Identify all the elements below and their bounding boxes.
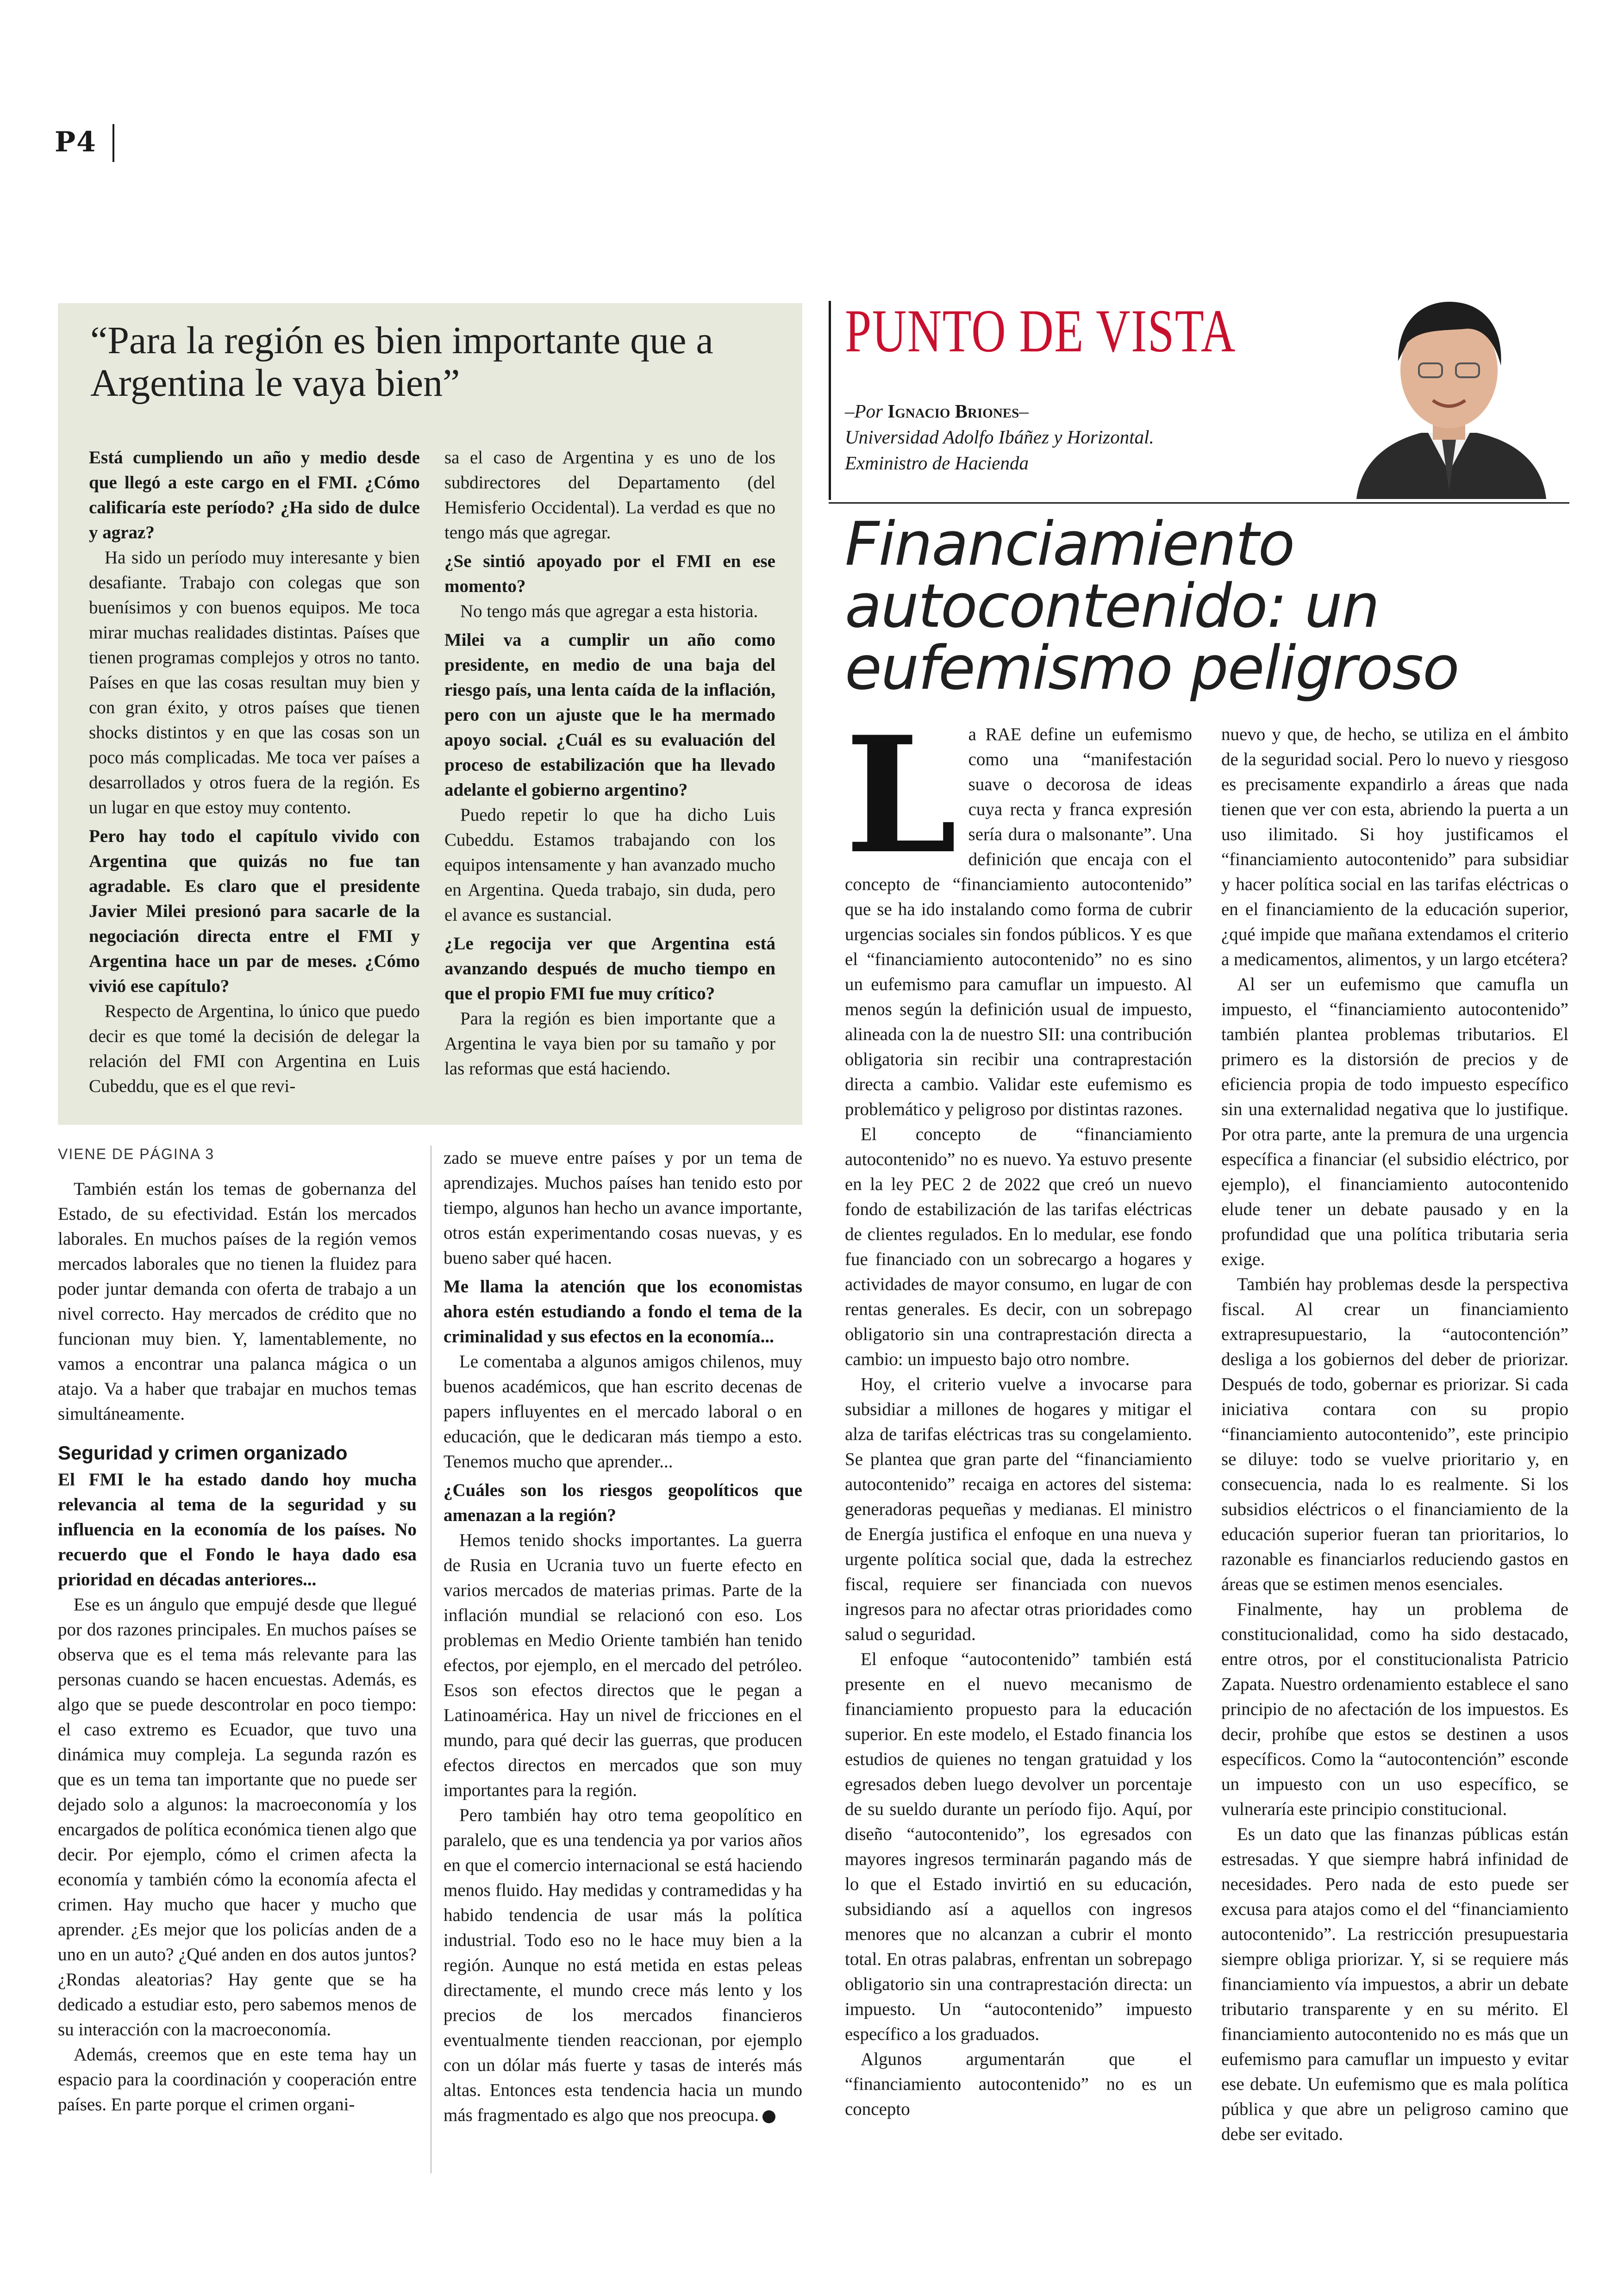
page-number: P4 — [55, 126, 97, 158]
opinion-column-1-body — [845, 702, 1192, 2122]
byline-prefix: –Por — [845, 400, 883, 422]
author-affiliation: Universidad Adolfo Ibáñez y Horizontal. — [845, 426, 1154, 448]
opinion-headline: Financiamiento autocontenido: un eufemismo peligroso — [845, 509, 1459, 703]
paragraph: sa el caso de Argentina y es uno de los subdirectores del Departamento (del Hemisferio Occidental). La verdad es que no tengo más que agregar. — [444, 448, 775, 543]
interview-question: Milei va a cumplir un año como presidente, en medio de una baja del riesgo país, una lenta caída de la inflación, pero con un ajuste que le ha mermado apoyo social. ¿Cuál es su evaluación del proceso de estabilización que ha llevado adelante el gobierno argentino? — [444, 630, 775, 800]
interview-pull-quote: “Para la región es bien importante que a Argentina le vaya bien” — [90, 319, 713, 405]
interview-question: Me llama la atención que los economistas ahora estén estudiando a fondo el tema de la criminalidad y sus efectos en la economía... — [443, 1277, 802, 1347]
paragraph: No tengo más que agregar a esta historia. — [460, 601, 758, 621]
byline — [845, 398, 1308, 476]
interview-question: Pero hay todo el capítulo vivido con Argentina que quizás no fue tan agradable. Es claro que el presidente Javier Milei presionó para sacarle de la negociación directa entre el FMI y Argentina hace un par de meses. ¿Cómo vivió ese capítulo? — [89, 826, 420, 996]
paragraph: También hay problemas desde la perspectiva fiscal. Al crear un financiamiento extrapresupuestario, la “autocontención” desliga a los gobiernos del deber de priorizar. Después de todo, gobernar es priorizar. Si cada iniciativa contara con su propio “financiamiento autocontenido”, este principio se diluye: todo se vuelve prioritario y, en consecuencia, nada lo es realmente. Si los subsidios eléctricos o el financiamiento de la educación superior fueran tan prioritarios, lo razonable es financiarlos reduciendo gastos en áreas que se estimen menos esenciales. — [1221, 1274, 1568, 1594]
paragraph: También están los temas de gobernanza del Estado, de su efectividad. Están los mercados laborales. En muchos países de la región vemos mercados laborales que no tienen la fluidez para poder juntar demanda con oferta de trabajo a un nivel correcto. Hay mercados de crédito que no funcionan muy bien. Y, lamentablemente, no vamos a encontrar una palanca mágica o un atajo. Va a haber que trabajar en muchos temas simultáneamente. — [58, 1179, 417, 1424]
headline-rule — [829, 502, 1569, 504]
interview-question: ¿Le regocija ver que Argentina está avanzando después de mucho tiempo en que el propio FMI fue muy crítico? — [444, 934, 775, 1004]
drop-cap: L — [845, 702, 957, 889]
interview-question: Está cumpliendo un año y medio desde que llegó a este cargo en el FMI. ¿Cómo calificaría este período? ¿Ha sido de dulce y agraz? — [89, 448, 420, 543]
interview-question: El FMI le ha estado dando hoy mucha relevancia al tema de la seguridad y su influencia en la economía de los países. No recuerdo que el Fondo le haya dado esa prioridad en décadas anteriores... — [58, 1470, 417, 1590]
end-of-article-icon — [762, 2110, 775, 2123]
paragraph: zado se mueve entre países y por un tema de aprendizajes. Muchos países han tenido esto por tiempo, algunos han hecho un avance importante, otros están experimentando cosas nuevas, y es bueno saber qué hacen. — [443, 1148, 802, 1268]
author-photo — [1329, 273, 1569, 499]
subheading: Seguridad y crimen organizado — [58, 1442, 348, 1464]
paragraph: Ha sido un período muy interesante y bien desafiante. Trabajo con colegas que son buenísimos y con buenos equipos. Me toca mirar muchas realidades distintas. Países que tienen programas complejos y otros no tanto. Países en que las cosas resultan muy bien y con gran éxito, y otros países que tienen shocks distintos y en que las cosas son un poco más complicadas. Me toca ver países a desarrollados y otros fuera de la región. Es un lugar en que estoy muy contento. — [89, 548, 420, 817]
paragraph: Hoy, el criterio vuelve a invocarse para subsidiar a millones de hogares y mitigar el alza de tarifas eléctricas tras su congelamiento. Se plantea que gran parte del “financiamiento autocontenido” recaiga en actores del sistema: generadoras pequeñas y medianas. El ministro de Energía justifica el enfoque en una nueva y urgente política social que, dada la estrechez fiscal, requiere ser financiada con nuevos ingresos para no afectar otras prioridades como salud o seguridad. — [845, 1374, 1192, 1644]
paragraph: Hemos tenido shocks importantes. La guerra de Rusia en Ucrania tuvo un fuerte efecto en varios mercados de materias primas. Parte de la inflación mundial se relacionó con eso. Los problemas en Medio Oriente también han tenido efectos, por ejemplo, en el mercado del petróleo. Esos son efectos directos que le pegan a Latinoamérica. Hay un nivel de fricciones en el mundo, para qué decir las guerras, que producen efectos directos en mercados que son muy importantes para la región. — [443, 1530, 802, 1800]
section-title: PUNTO DE VISTA — [845, 297, 1236, 365]
author-role: Exministro de Hacienda — [845, 452, 1029, 474]
author-portrait-image — [1329, 273, 1569, 499]
interview-question: ¿Se sintió apoyado por el FMI en ese momento? — [444, 551, 775, 596]
paragraph: El enfoque “autocontenido” también está presente en el nuevo mecanismo de financiamiento propuesto para la educación superior. En este modelo, el Estado financia los estudios de quienes no tengan gratuidad y los egresados deben luego devolver un porcentaje de su sueldo durante un período fijo. Aquí, por diseño “autocontenido”, los egresados con mayores ingresos terminarán pagando más de lo que el Estado invirtió en su educación, subsidiando así a aquellos con ingresos menores que no alcanzan a cubrir el monto total. En otras palabras, enfrentan un sobrepago obligatorio sin una contraprestación directa: un impuesto. Un “autocontenido” impuesto específico a los graduados. — [845, 1649, 1192, 2044]
paragraph: Algunos argumentarán que el “financiamiento autocontenido” no es un concepto — [845, 2049, 1192, 2119]
author-name: Ignacio Briones — [887, 400, 1019, 422]
byline-suffix: – — [1019, 400, 1029, 422]
paragraph: Es un dato que las finanzas públicas están estresadas. Y que siempre habrá infinidad de necesidades. Pero nada de esto puede ser excusa para atajos como el del “financiamiento autocontenido”. La restricción presupuestaria siempre obliga priorizar. Y, si se requiere más financiamiento vía impuestos, a abrir un debate tributario transparente y en su mérito. El financiamiento autocontenido no es más que un eufemismo para camuflar un impuesto y evitar ese debate. Un eufemismo que es mala política pública y que abre un peligroso camino que debe ser evitado. — [1221, 1824, 1568, 2144]
paragraph: nuevo y que, de hecho, se utiliza en el ámbito de la seguridad social. Pero lo nuevo y riesgoso es precisamente expandirlo a áreas que nada tienen que ver con esta, abriendo la puerta a un uso ilimitado. Si hoy justificamos el “financiamiento autocontenido” para subsidiar y hacer política social en las tarifas eléctricas o en el financiamiento de la educación superior, ¿qué impide que mañana extendamos el criterio a medicamentos, alimentos, y un largo etcétera? — [1221, 724, 1568, 969]
page-number-divider — [112, 124, 114, 162]
paragraph: Le comentaba a algunos amigos chilenos, muy buenos académicos, que han escrito decenas de papers influyentes en el mercado laboral o en educación, que le dedicaran más tiempo a esto. Tenemos mucho que aprender... — [443, 1352, 802, 1472]
continuation-column-2 — [443, 1146, 802, 2128]
continued-from-label: VIENE DE PÁGINA 3 — [58, 1146, 215, 1162]
paragraph: Pero también hay otro tema geopolítico en paralelo, que es una tendencia ya por varios años en que el comercio internacional se está haciendo menos fluido. Hay medidas y contramedidas y ha habido tendencia de usar más la política industrial. Todo eso no le hace muy bien a la región. Aunque no está metida en estas peleas directamente, el mundo crece más lento y los precios de los mercados financieros eventualmente tienden reaccionan, por ejemplo con un dólar más fuerte y tasas de interés más altas. Entonces esta tendencia hacia un mundo más fragmentado es algo que nos preocupa. — [443, 1805, 802, 2125]
interview-column-1 — [89, 445, 420, 1099]
paragraph: Respecto de Argentina, lo único que puedo decir es que tomé la decisión de delegar la relación del FMI con Argentina en Luis Cubeddu, que es el que revi- — [89, 1001, 420, 1096]
opinion-column-2 — [1221, 722, 1568, 2147]
paragraph: Además, creemos que en este tema hay un espacio para la coordinación y cooperación entre países. En parte porque el crimen organi- — [58, 2045, 417, 2114]
paragraph: Puedo repetir lo que ha dicho Luis Cubeddu. Estamos trabajando con los equipos intensamente y han avanzado mucho en Argentina. Queda trabajo, sin duda, pero el avance es sustancial. — [444, 805, 775, 925]
opinion-column-1 — [845, 702, 1192, 2122]
paragraph: Ese es un ángulo que empujé desde que llegué por dos razones principales. En muchos países se observa que es el tema más relevante para las personas cuando se hacen encuestas. Además, es algo que se puede descontrolar en poco tiempo: el caso extremo es Ecuador, que tuvo una dinámica muy compleja. La segunda razón es que es un tema tan importante que no puede ser dejado solo a algunos: la macroeconomía y los encargados de política económica tienen algo que decir. Por ejemplo, cómo el crimen afecta la economía y también cómo la economía afecta el crimen. Hay mucho que hacer y mucho que aprender. ¿Es mejor que los policías anden de a uno en un auto? ¿Qué anden en dos autos juntos? ¿Rondas aleatorias? Hay gente que se ha dedicado a estudiar esto, pero sabemos menos de su interacción con la macroeconomía. — [58, 1595, 417, 2039]
paragraph: Para la región es bien importante que a Argentina le vaya bien por su tamaño y por las reformas que está haciendo. — [444, 1009, 775, 1079]
paragraph: a RAE define un eufemismo como una “manifestación suave o decorosa de ideas cuya recta y franca expresión sería dura o malsonante”. Una definición que encaja con el concepto de “financiamiento autocontenido” que se ha ido instalando como forma de cubrir urgencias sociales sin fondos públicos. Y es que el “financiamiento autocontenido” no es sino un eufemismo para camuflar un impuesto. Al menos según la definición usual de impuesto, alineada con la de nuestro SII: una contribución obligatoria sin recibir una contraprestación directa a cambio. Validar este eufemismo es problemático y peligroso por distintas razones. — [845, 724, 1192, 1119]
paragraph: Al ser un eufemismo que camufla un impuesto, el “financiamiento autocontenido” también plantea problemas tributarios. El primero es la distorsión de precios y de eficiencia propia de todo impuesto específico sin una externalidad negativa que lo justifique. Por otra parte, ante la premura de una urgencia específica a financiar (el subsidio eléctrico, por ejemplo), el financiamiento autocontenido elude tener un debate pausado y en la profundidad que una política tributaria seria exige. — [1221, 974, 1568, 1269]
interview-question: ¿Cuáles son los riesgos geopolíticos que amenazan a la región? — [443, 1480, 802, 1525]
interview-column-2 — [444, 445, 775, 1081]
continuation-column-1 — [58, 1177, 417, 2117]
paragraph: El concepto de “financiamiento autocontenido” no es nuevo. Ya estuvo presente en la ley PEC 2 de 2022 que creó un nuevo fondo de estabilización de las tarifas eléctricas de clientes regulados. En lo medular, ese fondo fue financiado con un sobrecargo a hogares y actividades de mayor consumo, en lugar de con rentas generales. Es decir, con un sobrepago obligatorio sin una contraprestación directa a cambio: un impuesto bajo otro nombre. — [845, 1124, 1192, 1369]
opinion-accent-rule — [829, 301, 831, 500]
paragraph: Finalmente, hay un problema de constitucionalidad, como ha sido destacado, entre otros, por el constitucionalista Patricio Zapata. Nuestro ordenamiento establece el sano principio de no afectación de los impuestos. Es decir, prohíbe que estos se destinen a usos específicos. Como la “autocontención” esconde un impuesto con un uso específico, se vulneraría este principio constitucional. — [1221, 1599, 1568, 1819]
